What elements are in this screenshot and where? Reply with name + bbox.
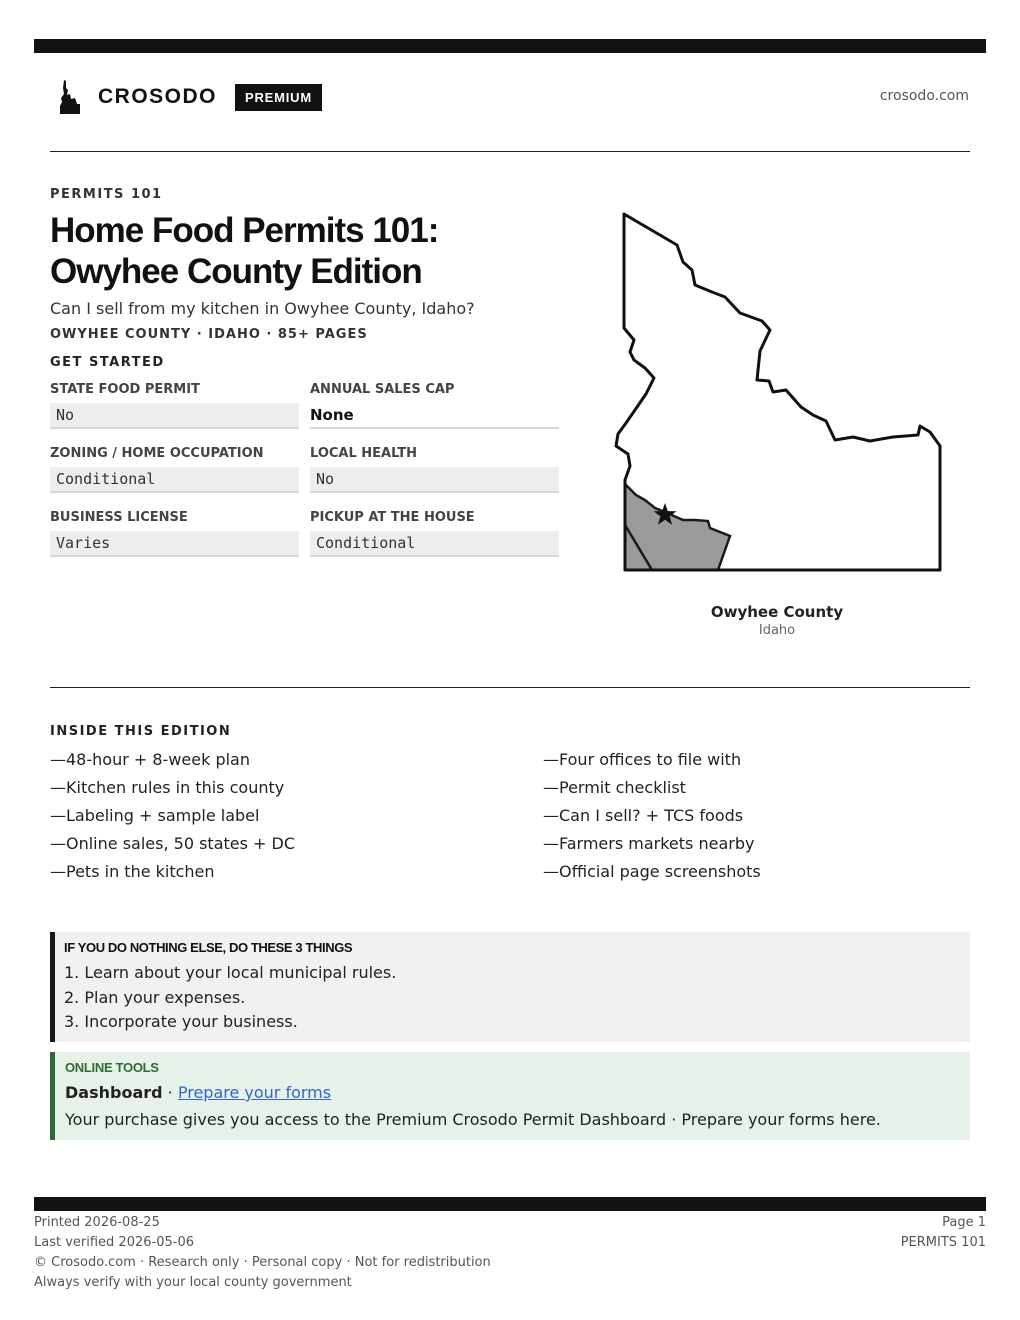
idaho-county-map: [608, 205, 948, 580]
page-subtitle: Can I sell from my kitchen in Owyhee County, Idaho?: [50, 299, 475, 318]
disclaimer: Always verify with your local county government: [34, 1275, 352, 1290]
list-item: —Farmers markets nearby: [543, 834, 755, 853]
header-divider: [50, 151, 970, 152]
bottom-bar: [34, 1197, 986, 1211]
tool-description: Your purchase gives you access to the Premium Crosodo Permit Dashboard · Prepare your forms here.: [65, 1110, 881, 1129]
tool-line: [65, 1083, 970, 1102]
list-item: —Can I sell? + TCS foods: [543, 806, 744, 825]
owyhee-county-shape: [625, 484, 730, 570]
section-eyebrow: PERMITS 101: [50, 187, 163, 202]
fact-value: Varies: [50, 531, 299, 557]
premium-badge: PREMIUM: [235, 84, 322, 111]
dashboard-label: Dashboard: [65, 1083, 163, 1102]
list-item: 3. Incorporate your business.: [64, 1012, 298, 1031]
footer-right: [901, 1213, 986, 1253]
footer-section: PERMITS 101: [900, 1235, 986, 1250]
fact-label: PICKUP AT THE HOUSE: [310, 510, 475, 525]
map-state-name: Idaho: [758, 623, 796, 638]
list-item: —Labeling + sample label: [50, 806, 260, 825]
list-item: —Pets in the kitchen: [50, 862, 215, 881]
list-item: 2. Plan your expenses.: [64, 987, 246, 1007]
list-item: —Online sales, 50 states + DC: [50, 834, 296, 853]
fact-label: BUSINESS LICENSE: [50, 510, 188, 525]
top-bar: [34, 39, 986, 53]
separator: ·: [162, 1083, 178, 1102]
fact-business-license: [50, 510, 299, 557]
fact-value: No: [50, 403, 299, 429]
prepare-forms-link[interactable]: Prepare your forms: [177, 1083, 332, 1102]
fact-local-health: [310, 446, 559, 493]
page-number: Page 1: [942, 1215, 986, 1230]
fact-value: No: [310, 467, 559, 493]
list-item: 1. Learn about your local municipal rules.: [64, 963, 397, 982]
three-things-callout: [50, 932, 970, 1042]
fact-label: ANNUAL SALES CAP: [310, 382, 455, 397]
fact-label: STATE FOOD PERMIT: [50, 382, 200, 397]
fact-value: None: [310, 403, 559, 429]
list-item: —Official page screenshots: [543, 862, 761, 881]
copyright: © Crosodo.com · Research only · Personal copy · Not for redistribution: [34, 1255, 491, 1270]
fact-value: Conditional: [310, 531, 559, 557]
fact-state-food-permit: [50, 382, 299, 429]
fact-value: Conditional: [50, 467, 299, 493]
contents-list: [50, 750, 970, 883]
fact-zoning: [50, 446, 299, 493]
brand[interactable]: [58, 80, 322, 114]
verified-date: Last verified 2026-05-06: [34, 1235, 194, 1250]
get-started-label: GET STARTED: [50, 355, 165, 370]
map-caption: [677, 603, 877, 638]
fact-pickup: [310, 510, 559, 557]
online-tools-callout: [50, 1052, 970, 1140]
site-url[interactable]: crosodo.com: [879, 88, 969, 104]
page-title: [50, 210, 530, 292]
section-divider: [50, 687, 970, 688]
callout-title: ONLINE TOOLS: [65, 1060, 159, 1075]
fact-annual-sales-cap: [310, 382, 559, 429]
facts-grid: [50, 382, 559, 557]
footer-left: [34, 1213, 491, 1293]
idaho-logo-icon: [58, 80, 82, 114]
fact-label: ZONING / HOME OCCUPATION: [50, 446, 264, 461]
brand-name: CROSODO: [98, 85, 218, 108]
fact-label: LOCAL HEALTH: [310, 446, 417, 461]
printed-date: Printed 2026-08-25: [34, 1215, 160, 1230]
title-line-1: Home Food Permits 101:: [50, 211, 439, 250]
page-meta: OWYHEE COUNTY · IDAHO · 85+ PAGES: [50, 327, 368, 342]
inside-label: INSIDE THIS EDITION: [50, 724, 232, 739]
list-item: —Kitchen rules in this county: [50, 778, 285, 797]
map-county-name: Owyhee County: [710, 603, 844, 621]
list-item: —Four offices to file with: [543, 750, 742, 769]
callout-title: IF YOU DO NOTHING ELSE, DO THESE 3 THINGS: [64, 940, 353, 955]
list-item: —Permit checklist: [543, 778, 686, 797]
list-item: —48-hour + 8-week plan: [50, 750, 250, 769]
title-line-2: Owyhee County Edition: [50, 252, 422, 291]
